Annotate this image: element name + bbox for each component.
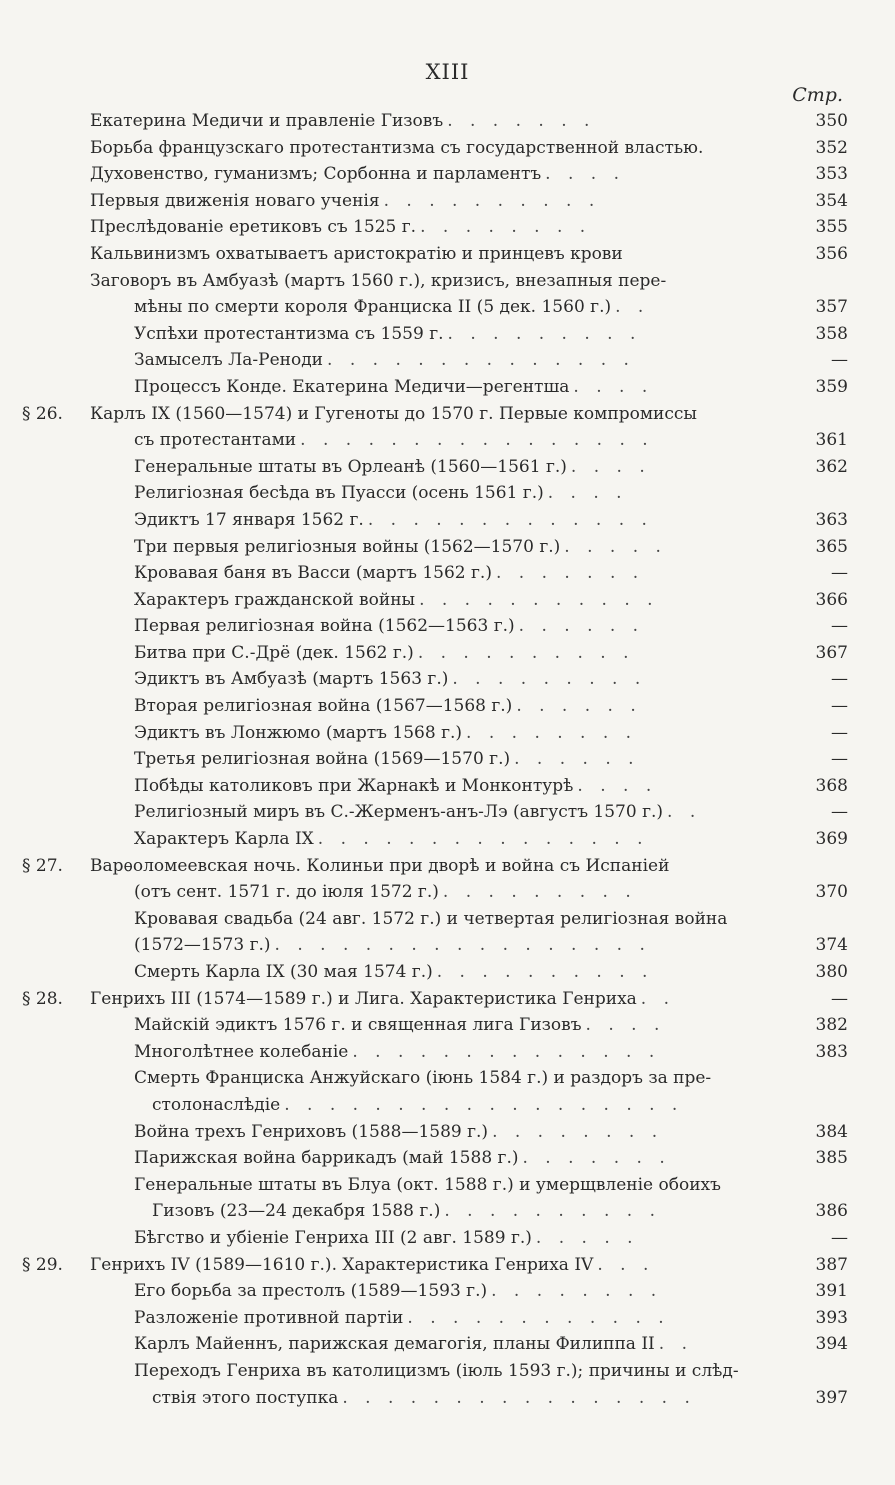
toc-entry	[22, 214, 848, 241]
toc-entry	[22, 507, 848, 534]
entry-title: Его борьба за престолъ (1589—1593 г.)	[134, 1281, 488, 1302]
entry-title: Смерть Карла IX (30 мая 1574 г.)	[134, 962, 433, 982]
page-column-label: Стр.	[792, 84, 843, 106]
entry-title: ствія этого поступка	[152, 1387, 339, 1408]
toc-entry	[22, 347, 848, 374]
toc-entry	[22, 1225, 848, 1252]
page-ref: —	[831, 749, 848, 770]
toc-entry	[22, 321, 848, 348]
dot-leader: . .	[640, 988, 676, 1009]
page-ref: 370	[815, 882, 848, 903]
toc-entry	[22, 853, 848, 880]
entry-title: Варѳоломеевская ночь. Колиньи при дворѣ и война съ Испаніей	[90, 855, 670, 876]
toc-entry	[22, 1145, 848, 1172]
page-ref: 374	[815, 935, 848, 956]
toc-entry	[22, 1198, 848, 1225]
entry-title: Война трехъ Генриховъ (1588—1589 г.)	[134, 1121, 489, 1142]
entry-title: Разложеніе противной партіи	[134, 1307, 404, 1328]
toc-entry	[22, 374, 848, 401]
toc-entry	[22, 1119, 848, 1146]
entry-title: Три первыя религіозныя войны (1562—1570 г.)	[134, 536, 561, 557]
dot-leader: . . . . . . . . .	[442, 882, 637, 903]
page-ref: 369	[815, 829, 848, 850]
entry-title: Бѣгство и убіеніе Генриха III (2 авг. 1589 г.)	[134, 1227, 532, 1248]
section-number: § 29.	[22, 1254, 63, 1275]
page-ref: 362	[815, 456, 848, 477]
entry-title: Майскій эдиктъ 1576 г. и священная лига Гизовъ	[134, 1015, 582, 1036]
entry-title: Переходъ Генриха въ католицизмъ (іюль 1593 г.); причины и слѣд-	[134, 1360, 739, 1381]
toc-entry	[22, 879, 848, 906]
page-ref: 393	[815, 1307, 848, 1328]
dot-leader: . . . . . . . . . . . . . . .	[317, 829, 649, 850]
entry-title: Битва при С.-Дрё (дек. 1562 г.)	[134, 642, 414, 663]
entry-title: Характеръ гражданской войны	[134, 589, 416, 610]
page-ref: —	[831, 722, 848, 743]
dot-leader: . . . . . . . . . .	[436, 962, 654, 982]
toc-entry	[22, 587, 848, 614]
toc-entry	[22, 427, 848, 454]
section-number: § 27.	[22, 855, 63, 876]
entry-title: Духовенство, гуманизмъ; Сорбонна и парламентъ	[90, 164, 542, 185]
dot-leader: . . . . .	[564, 536, 667, 557]
entry-title: Карлъ IX (1560—1574) и Гугеноты до 1570 г. Первые компромиссы	[90, 403, 697, 424]
toc-entry	[22, 1331, 848, 1358]
entry-title: Кровавая свадьба (24 авг. 1572 г.) и четвертая религіозная война	[134, 908, 728, 929]
page-ref: —	[831, 616, 848, 637]
entry-title: Эдиктъ въ Амбуазѣ (мартъ 1563 г.)	[134, 669, 449, 690]
entry-title: Характеръ Карла IX	[134, 829, 314, 850]
dot-leader	[711, 1068, 715, 1088]
dot-leader: . . . . . . . . . .	[383, 190, 601, 211]
toc-entry	[22, 108, 848, 135]
page-number: XIII	[425, 60, 470, 84]
entry-title: Религіозная бесѣда въ Пуасси (осень 1561 г.)	[134, 483, 544, 504]
dot-leader	[666, 271, 670, 291]
dot-leader	[727, 909, 731, 929]
toc-entry	[22, 826, 848, 853]
entry-title: Кровавая баня въ Васси (мартъ 1562 г.)	[134, 563, 492, 584]
dot-leader: . . .	[597, 1254, 655, 1275]
dot-leader	[697, 404, 701, 424]
dot-leader: . . . . . . .	[495, 563, 645, 584]
dot-leader: . . . . . . . . . . . .	[407, 1307, 670, 1328]
entry-title: Борьба французскаго протестантизма съ государственной властью.	[90, 137, 704, 158]
dot-leader: . . . . . . . . . . . . . .	[327, 350, 635, 371]
entry-title: Генрихъ III (1574—1589 г.) и Лига. Характеристика Генриха	[90, 988, 637, 1009]
dot-leader: . . . .	[585, 1015, 666, 1036]
entry-title: Преслѣдованіе еретиковъ съ 1525 г.	[90, 217, 417, 238]
entry-title: Гизовъ (23—24 декабря 1588 г.)	[152, 1201, 441, 1222]
toc-entry	[22, 959, 848, 986]
entry-title: Религіозный миръ въ С.-Жерменъ-анъ-Лэ (августъ 1570 г.)	[134, 802, 664, 823]
page-ref: 385	[815, 1148, 848, 1169]
toc-entry	[22, 560, 848, 587]
entry-title: (1572—1573 г.)	[134, 935, 271, 956]
page-ref: 365	[815, 536, 848, 557]
dot-leader	[703, 138, 707, 158]
section-number: § 26.	[22, 403, 63, 424]
entry-title: Процессъ Конде. Екатерина Медичи—регентша	[134, 376, 570, 397]
toc-entry	[22, 534, 848, 561]
dot-leader: . . . . . .	[518, 616, 645, 637]
dot-leader: . . . . . . . . .	[452, 669, 647, 690]
entry-title: Замыселъ Ла-Реноди	[134, 350, 324, 371]
page-ref: 358	[815, 323, 848, 344]
toc-entry	[22, 799, 848, 826]
toc-entry	[22, 1252, 848, 1279]
dot-leader: . . . . . .	[516, 696, 642, 717]
toc-entry	[22, 613, 848, 640]
entry-title: Первая религіозная война (1562—1563 г.)	[134, 616, 515, 637]
page-ref: 368	[815, 775, 848, 796]
page-ref: 380	[815, 962, 848, 982]
entry-title: Третья религіозная война (1569—1570 г.)	[134, 749, 511, 770]
entry-title: Смерть Франциска Анжуйскаго (іюнь 1584 г.) и раздоръ за пре-	[134, 1068, 712, 1089]
page-ref: —	[831, 802, 848, 823]
page-ref: 367	[815, 642, 848, 663]
dot-leader: . . . . . . .	[447, 111, 596, 131]
entry-title: Эдиктъ 17 января 1562 г.	[134, 509, 364, 530]
entry-title: съ протестантами	[134, 430, 297, 451]
dot-leader: . . . .	[570, 456, 651, 477]
toc-entry	[22, 640, 848, 667]
dot-leader: . . . . . . . . . . . . .	[367, 509, 653, 530]
page-ref: 387	[815, 1254, 848, 1275]
page-ref: —	[831, 669, 848, 690]
page-ref: —	[831, 1227, 848, 1248]
entry-title: Генеральные штаты въ Орлеанѣ (1560—1561 г.)	[134, 456, 567, 477]
toc-entry	[22, 188, 848, 215]
dot-leader	[739, 1361, 743, 1381]
toc-entry	[22, 932, 848, 959]
page-ref: —	[831, 563, 848, 584]
toc-entry	[22, 1065, 848, 1092]
toc-entry	[22, 480, 848, 507]
dot-leader: . . . . .	[535, 1227, 639, 1248]
section-number: § 28.	[22, 988, 63, 1009]
page-ref: 356	[815, 243, 848, 264]
page-ref: 359	[815, 376, 848, 397]
dot-leader	[669, 856, 673, 876]
entry-title: Первыя движенія новаго ученія	[90, 190, 380, 211]
dot-leader: . . . .	[573, 376, 654, 397]
toc-entry	[22, 1039, 848, 1066]
entry-title: Парижская война баррикадъ (май 1588 г.)	[134, 1148, 519, 1169]
dot-leader: . . . . . . . . . . . . . . . .	[300, 430, 654, 451]
entry-title: Побѣды католиковъ при Жарнакѣ и Монконтурѣ	[134, 775, 574, 796]
dot-leader: . . . . . . . .	[420, 217, 592, 238]
toc-entry	[22, 720, 848, 747]
page-ref: 357	[815, 297, 848, 318]
dot-leader: . . . . . . .	[522, 1148, 671, 1169]
page-ref: 361	[815, 430, 848, 451]
dot-leader: . .	[615, 297, 650, 318]
page-ref: 391	[815, 1281, 848, 1302]
toc-entry	[22, 666, 848, 693]
toc-entry	[22, 1278, 848, 1305]
page-ref: 382	[815, 1015, 848, 1036]
toc-entry	[22, 746, 848, 773]
toc-entry	[22, 1012, 848, 1039]
dot-leader: . . . .	[577, 775, 658, 796]
table-of-contents	[22, 108, 848, 1411]
toc-entry	[22, 1092, 848, 1119]
entry-title: столонаслѣдіе	[152, 1094, 281, 1115]
dot-leader: . . . . . . . .	[492, 1121, 664, 1142]
page-ref: —	[831, 988, 848, 1009]
dot-leader	[721, 1175, 725, 1195]
dot-leader: . . . . . . . .	[466, 722, 638, 743]
toc-entry	[22, 693, 848, 720]
page-ref: 383	[815, 1041, 848, 1062]
entry-title: Успѣхи протестантизма съ 1559 г.	[134, 323, 444, 344]
toc-entry	[22, 401, 848, 428]
page-ref: 350	[815, 111, 848, 131]
entry-title: Вторая религіозная война (1567—1568 г.)	[134, 696, 513, 717]
page-ref: 355	[815, 217, 848, 238]
entry-title: мѣны по смерти короля Франциска II (5 дек. 1560 г.)	[134, 297, 612, 318]
entry-title: Заговоръ въ Амбуазѣ (мартъ 1560 г.), кризисъ, внезапныя пере-	[90, 270, 667, 291]
page-ref: 394	[815, 1334, 848, 1355]
dot-leader: . . . . . . . . . .	[444, 1201, 662, 1222]
toc-entry	[22, 773, 848, 800]
entry-title: Генрихъ IV (1589—1610 г.). Характеристика Генриха IV	[90, 1254, 594, 1275]
entry-title: (отъ сент. 1571 г. до іюля 1572 г.)	[134, 882, 439, 903]
page-ref: 386	[815, 1201, 848, 1222]
toc-entry	[22, 241, 848, 268]
dot-leader: . . . .	[545, 164, 625, 185]
page-ref: —	[831, 696, 848, 717]
dot-leader: . .	[667, 802, 702, 823]
toc-entry	[22, 1385, 848, 1412]
entry-title: Генеральные штаты въ Блуа (окт. 1588 г.) и умерщвленіе обоихъ	[134, 1174, 721, 1195]
dot-leader: . . . . . . . .	[491, 1281, 663, 1302]
page-ref: 384	[815, 1121, 848, 1142]
page-ref: 397	[815, 1387, 848, 1408]
page-ref: 354	[815, 190, 848, 211]
dot-leader: . . . . . . . . . . . . . . . . .	[274, 935, 651, 956]
dot-leader: . . . . . . . . . . . . . . . .	[342, 1387, 696, 1408]
dot-leader: . . . . . . . . . . .	[419, 589, 659, 610]
entry-title: Кальвинизмъ охватываетъ аристократію и принцевъ крови	[90, 243, 623, 264]
page-ref: 366	[815, 589, 848, 610]
entry-title: Многолѣтнее колебаніе	[134, 1041, 349, 1062]
toc-entry	[22, 1172, 848, 1199]
dot-leader: . .	[658, 1334, 693, 1355]
dot-leader	[623, 244, 627, 264]
toc-entry	[22, 986, 848, 1013]
toc-entry	[22, 268, 848, 295]
toc-entry	[22, 135, 848, 162]
toc-entry	[22, 161, 848, 188]
entry-title: Карлъ Майеннъ, парижская демагогія, планы Филиппа II	[134, 1334, 655, 1355]
page-ref: 352	[815, 137, 848, 158]
dot-leader: . . . . . . . . . .	[417, 642, 635, 663]
toc-entry	[22, 1305, 848, 1332]
dot-leader: . . . .	[547, 483, 628, 504]
entry-title: Эдиктъ въ Лонжюмо (мартъ 1568 г.)	[134, 722, 463, 743]
toc-entry	[22, 294, 848, 321]
toc-entry	[22, 906, 848, 933]
dot-leader: . . . . . . . . . . . . . .	[352, 1041, 661, 1062]
entry-title: Екатерина Медичи и правленіе Гизовъ	[90, 111, 444, 131]
dot-leader: . . . . . . . . . . . . . . . . . .	[284, 1094, 684, 1115]
dot-leader: . . . . . . . . .	[447, 323, 642, 344]
page-ref: 363	[815, 509, 848, 530]
page-ref: —	[831, 350, 848, 371]
page-ref: 353	[815, 164, 848, 185]
toc-entry	[22, 454, 848, 481]
toc-entry	[22, 1358, 848, 1385]
dot-leader: . . . . . .	[514, 749, 640, 770]
